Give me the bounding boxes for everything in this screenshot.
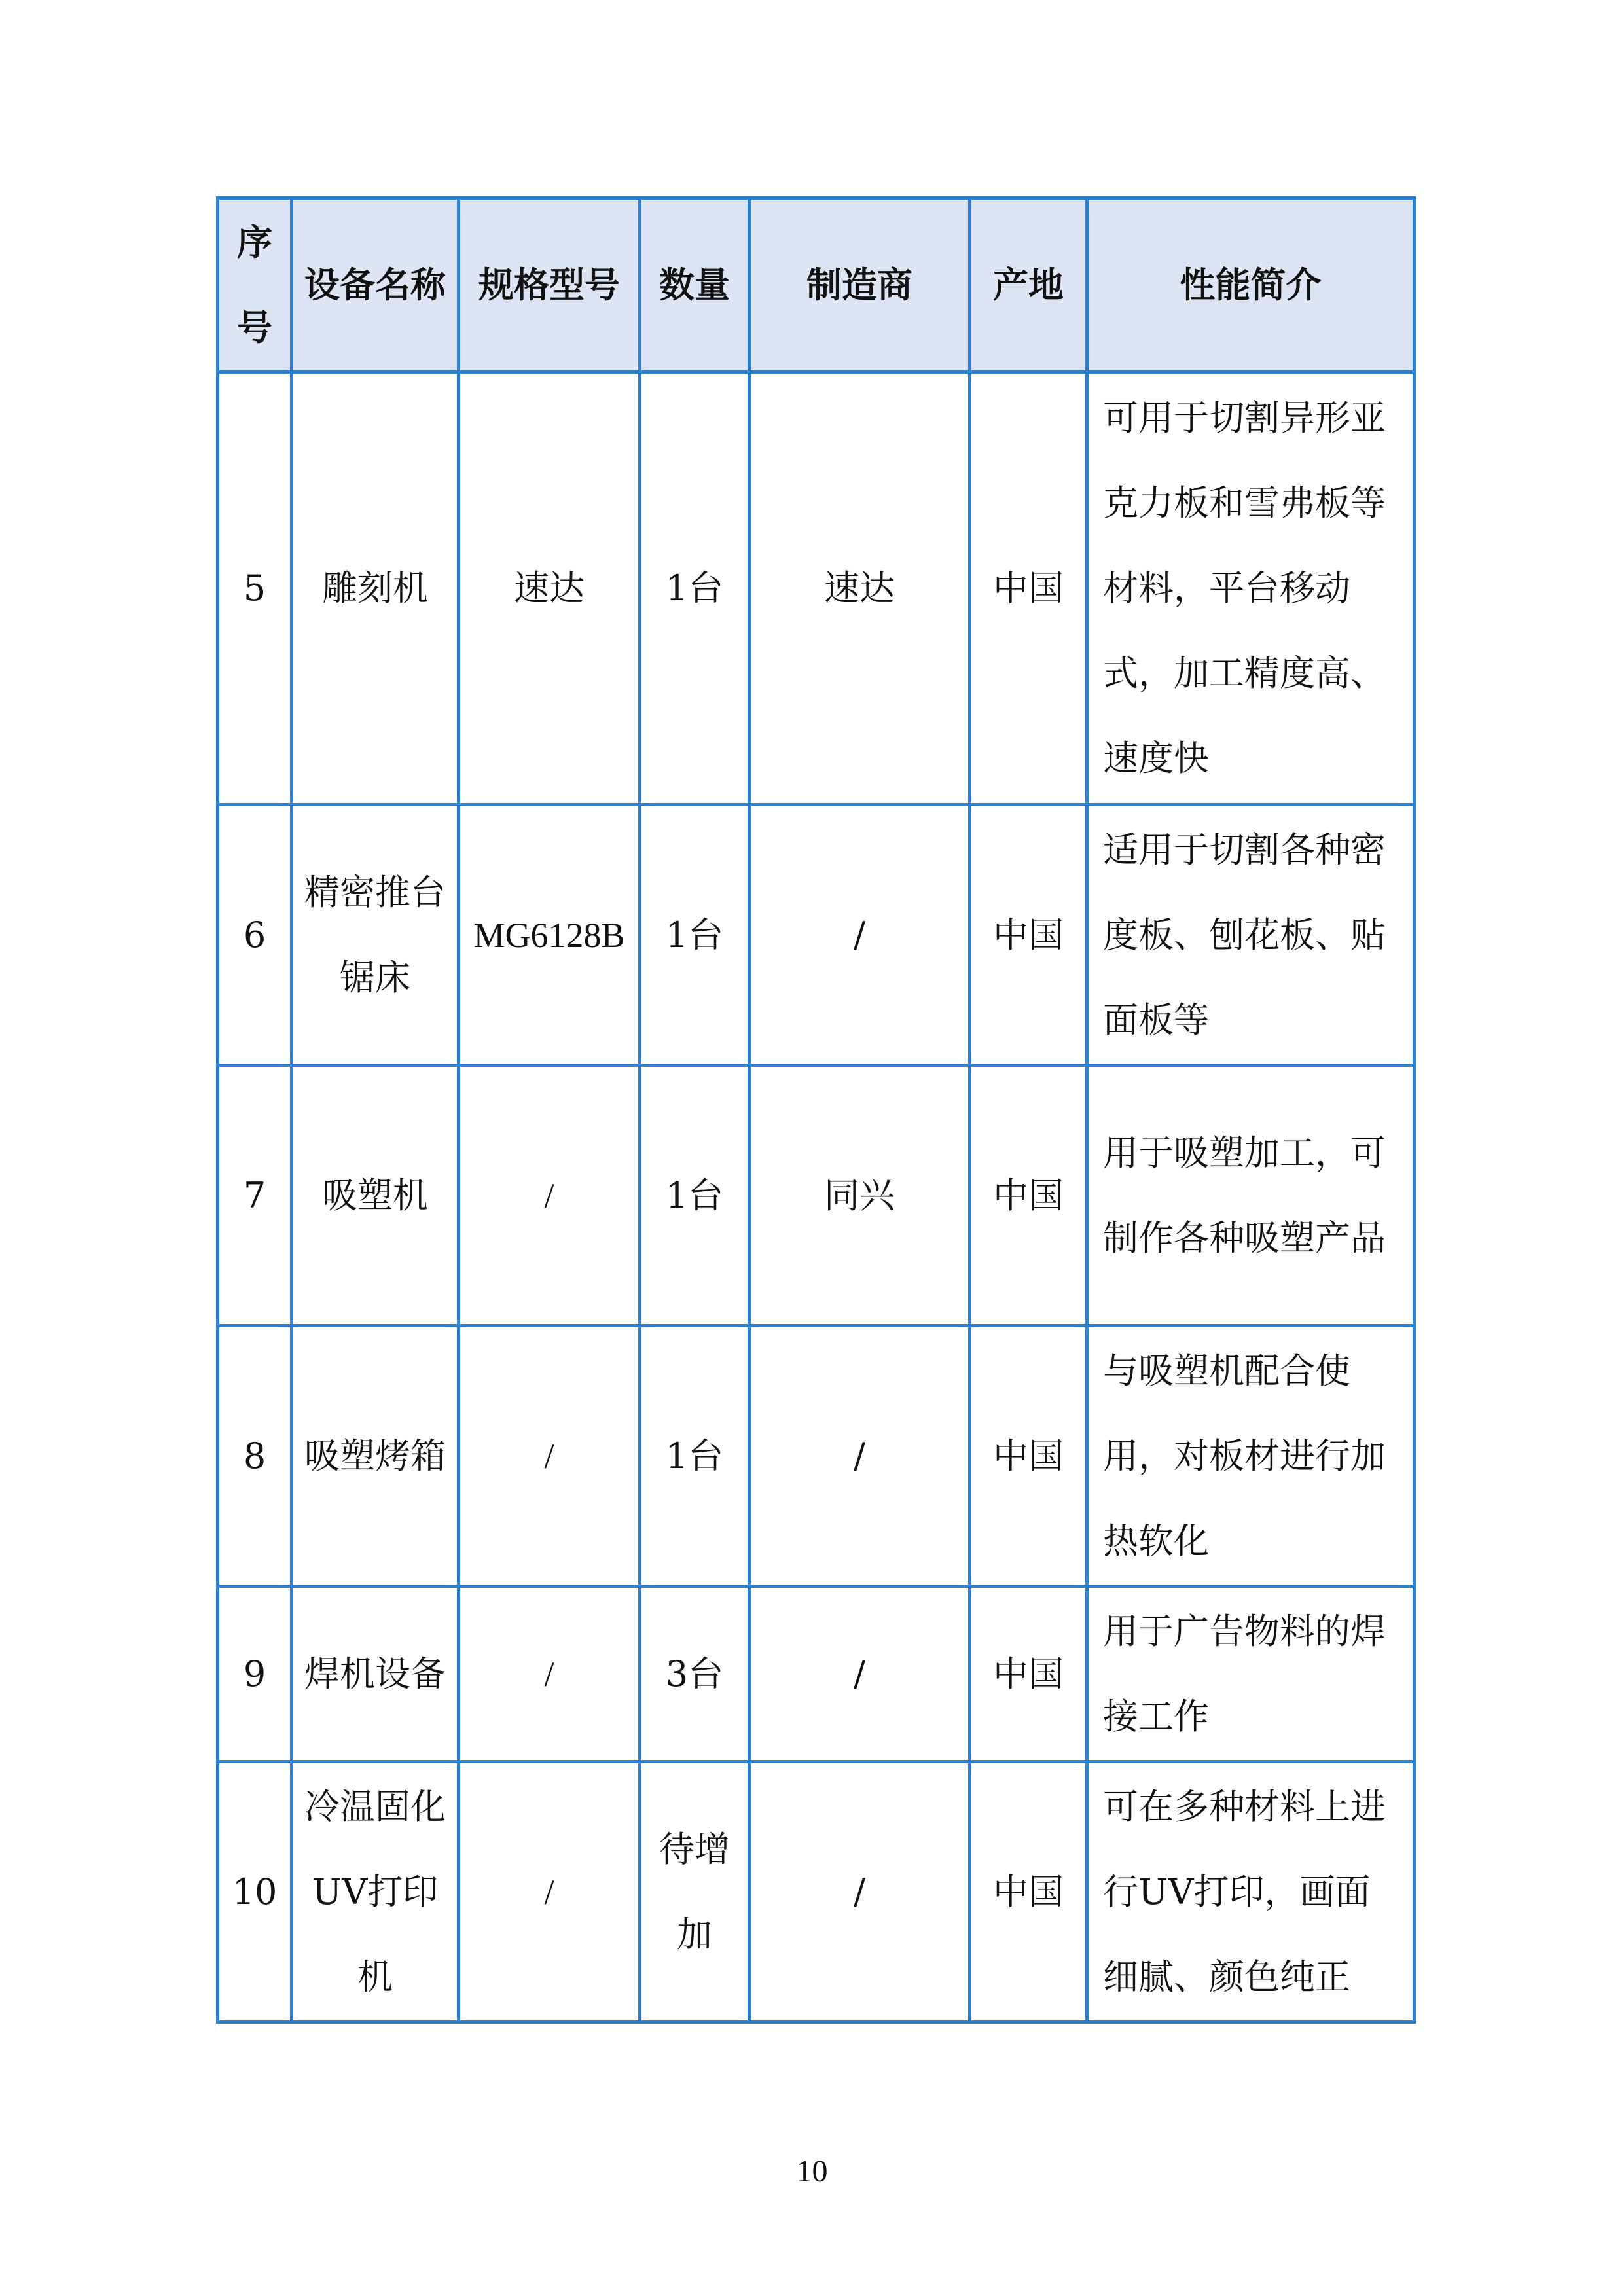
- table-row: [218, 1762, 1415, 2022]
- cell-spec: /: [459, 1326, 640, 1587]
- header-qty: 数量: [640, 198, 749, 372]
- cell-maker: 速达: [749, 372, 970, 805]
- header-desc: 性能简介: [1087, 198, 1415, 372]
- cell-maker: 同兴: [749, 1066, 970, 1326]
- cell-spec: 速达: [459, 372, 640, 805]
- cell-origin: 中国: [970, 1326, 1087, 1587]
- cell-qty: 1台: [640, 372, 749, 805]
- cell-desc: 与吸塑机配合使用，对板材进行加热软化: [1087, 1326, 1415, 1587]
- cell-maker: /: [749, 1326, 970, 1587]
- cell-no: 7: [218, 1066, 292, 1326]
- page-number: 10: [796, 2154, 828, 2189]
- cell-desc: 可用于切割异形亚克力板和雪弗板等材料，平台移动式，加工精度高、速度快: [1087, 372, 1415, 805]
- cell-origin: 中国: [970, 805, 1087, 1066]
- header-no: 序号: [218, 198, 292, 372]
- header-maker: 制造商: [749, 198, 970, 372]
- table-header-row: [218, 198, 1415, 372]
- cell-name: 吸塑机: [292, 1066, 459, 1326]
- cell-desc: 用于广告物料的焊接工作: [1087, 1587, 1415, 1762]
- cell-name: 焊机设备: [292, 1587, 459, 1762]
- header-name: 设备名称: [292, 198, 459, 372]
- cell-maker: /: [749, 805, 970, 1066]
- cell-maker: /: [749, 1587, 970, 1762]
- table-row: [218, 372, 1415, 805]
- cell-spec: /: [459, 1762, 640, 2022]
- cell-spec: MG6128B: [459, 805, 640, 1066]
- cell-origin: 中国: [970, 1587, 1087, 1762]
- cell-name: 冷温固化UV打印机: [292, 1762, 459, 2022]
- cell-name: 吸塑烤箱: [292, 1326, 459, 1587]
- cell-origin: 中国: [970, 1066, 1087, 1326]
- cell-name: 雕刻机: [292, 372, 459, 805]
- cell-spec: /: [459, 1066, 640, 1326]
- cell-qty: 1台: [640, 805, 749, 1066]
- cell-no: 8: [218, 1326, 292, 1587]
- cell-spec: /: [459, 1587, 640, 1762]
- cell-no: 10: [218, 1762, 292, 2022]
- cell-no: 6: [218, 805, 292, 1066]
- cell-qty: 1台: [640, 1066, 749, 1326]
- table-row: [218, 1066, 1415, 1326]
- cell-qty: 1台: [640, 1326, 749, 1587]
- cell-desc: 可在多种材料上进行UV打印，画面细腻、颜色纯正: [1087, 1762, 1415, 2022]
- cell-desc: 适用于切割各种密度板、刨花板、贴面板等: [1087, 805, 1415, 1066]
- cell-maker: /: [749, 1762, 970, 2022]
- cell-origin: 中国: [970, 1762, 1087, 2022]
- table-row: [218, 1326, 1415, 1587]
- cell-qty: 3台: [640, 1587, 749, 1762]
- cell-name: 精密推台锯床: [292, 805, 459, 1066]
- cell-desc: 用于吸塑加工，可制作各种吸塑产品: [1087, 1066, 1415, 1326]
- cell-origin: 中国: [970, 372, 1087, 805]
- header-origin: 产地: [970, 198, 1087, 372]
- table-row: [218, 1587, 1415, 1762]
- header-spec: 规格型号: [459, 198, 640, 372]
- cell-qty: 待增加: [640, 1762, 749, 2022]
- table-row: [218, 805, 1415, 1066]
- cell-no: 5: [218, 372, 292, 805]
- cell-no: 9: [218, 1587, 292, 1762]
- equipment-table: [216, 196, 1416, 2024]
